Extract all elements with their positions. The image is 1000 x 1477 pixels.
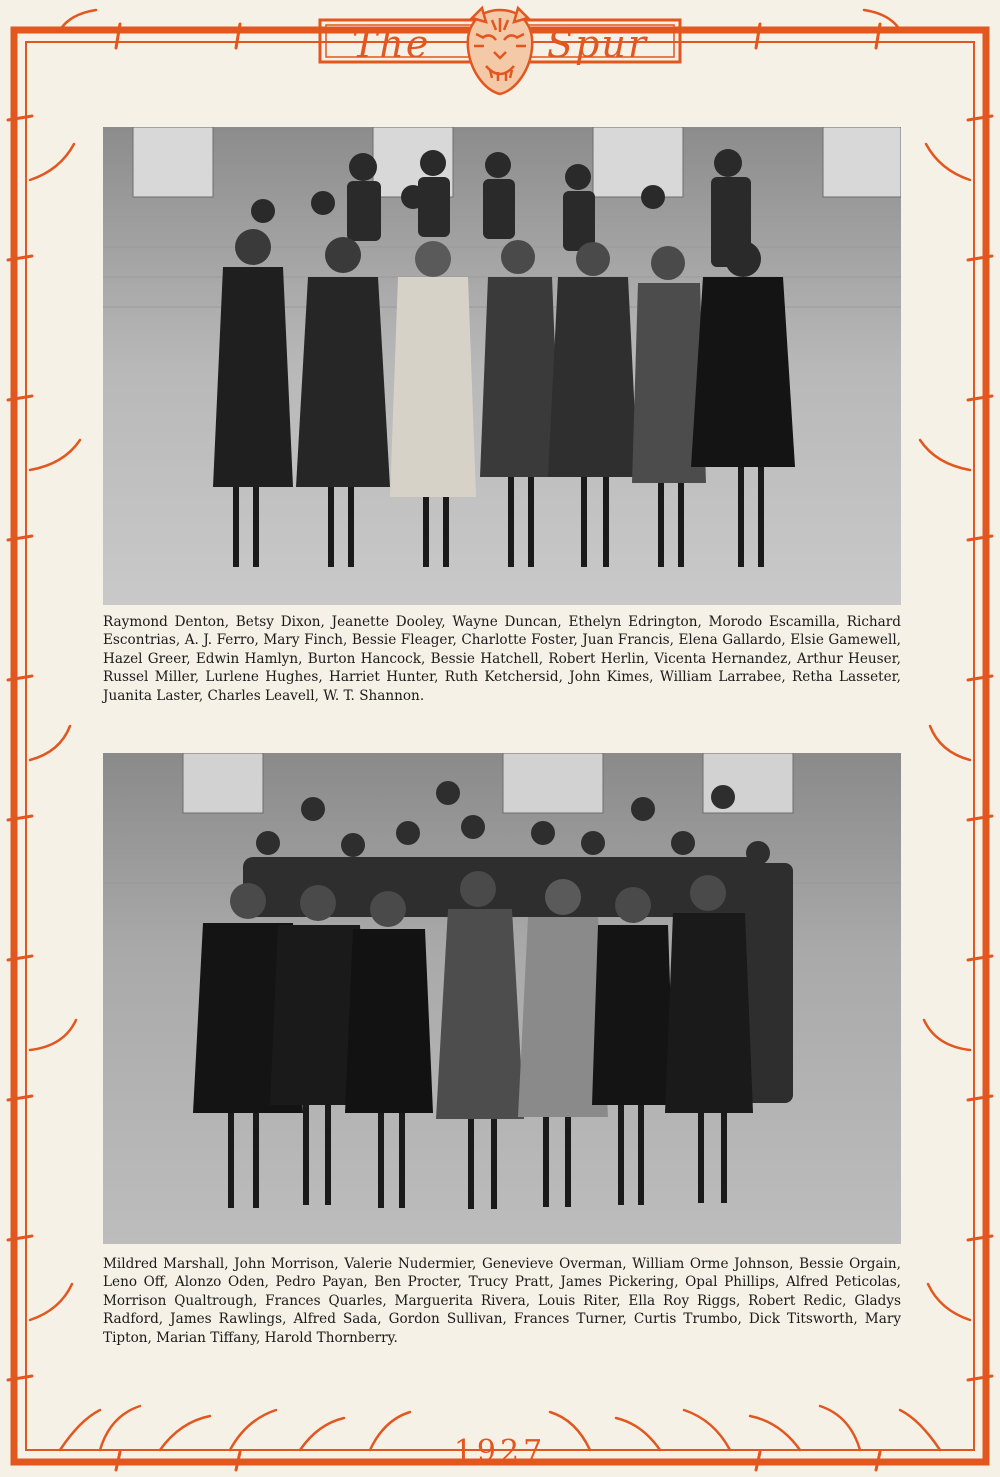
title-the: The — [352, 22, 431, 66]
yearbook-year: 1927 — [453, 1434, 547, 1469]
photo-2-caption: Mildred Marshall, John Morrison, Valerie Nudermier, Genevieve Overman, William Orme Johnson, Bessie Orgain, Leno Off, Alonzo Oden, Pedro Payan, Ben Procter, Trucy Pratt, James Pickering, Opal Phillips, Alfred Peticolas, Morrison Qualtrough, Frances Quarles, Marguerita Rivera, Louis Riter, Ella Roy Riggs, Robert Redic, Gladys Radford, James Rawlings, Alfred Sada, Gordon Sullivan, Frances Turner, Curtis Trumbo, Dick Titsworth, Mary Tipton, Marian Tiffany, Harold Thornberry. — [103, 1256, 901, 1346]
class-photo-2 — [103, 753, 901, 1244]
tiger-head-icon — [460, 4, 540, 100]
title-spur: Spur — [547, 22, 648, 66]
photo-1-caption: Raymond Denton, Betsy Dixon, Jeanette Dooley, Wayne Duncan, Ethelyn Edrington, Morodo Escamilla, Richard Escontrias, A. J. Ferro, Mary Finch, Bessie Fleager, Charlotte Foster, Juan Francis, Elena Gallardo, Elsie Gamewell, Hazel Greer, Edwin Hamlyn, Burton Hancock, Bessie Hatchell, Robert Herlin, Vicenta Hernandez, Arthur Heuser, Russel Miller, Lurlene Hughes, Harriet Hunter, Ruth Ketchersid, John Kimes, William Larrabee, Retha Lasseter, Juanita Laster, Charles Leavell, W. T. Shannon. — [103, 614, 901, 704]
class-photo-1 — [103, 127, 901, 605]
